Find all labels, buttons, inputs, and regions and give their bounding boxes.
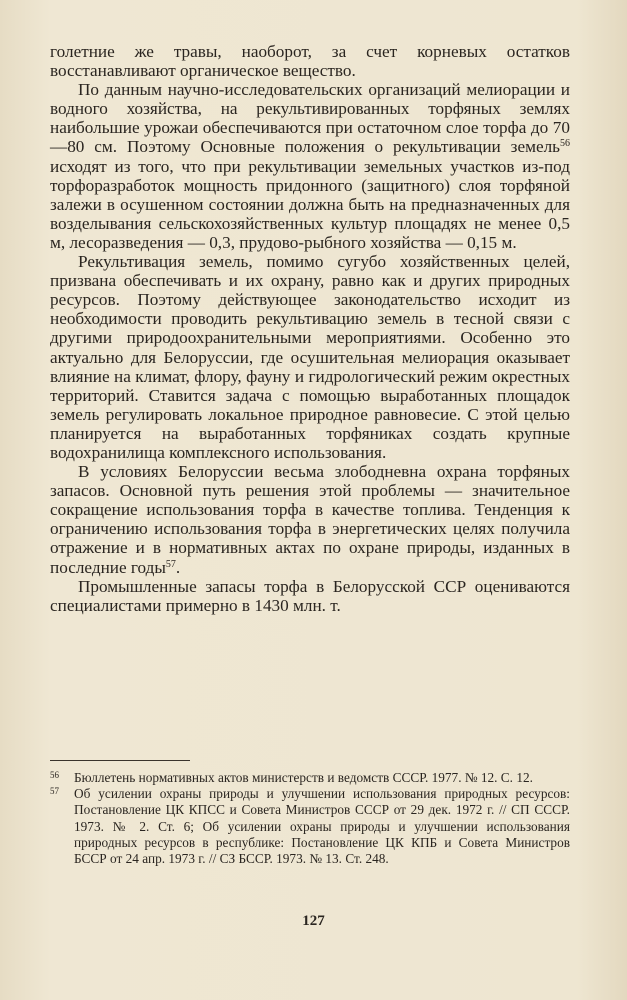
paragraph: В условиях Белоруссии весьма злободневна охрана торфяных запасов. Основной путь решения этой проблемы — значительное сокращение использования торфа в качестве топлива. Тенденция к ограничению использования торфа в энергетических целях получила отражение и в нормативных актах по охране природы, изданных в последние годы$^{57}$. — [50, 462, 570, 577]
paragraph: По данным научно-исследовательских организаций мелиорации и водного хозяйства, на рекультивированных торфяных землях наибольшие урожаи обеспечиваются при остаточном слое торфа до 70—80 см. Поэтому Основные положения о рекультивации земель$^{56}$ исходят из того, что при рекультивации земельных участков из-под торфоразработок мощность придонного (защитного) слоя торфяной залежи в осушенном состоянии должна быть на предназначенных для возделывания сельскохозяйственных культур площадях не менее 0,5 м, лесоразведения — 0,3, прудово-рыбного хозяйства — 0,15 м. — [50, 80, 570, 252]
main-text — [50, 42, 570, 615]
footnotes — [50, 770, 570, 867]
footnote-mark: 57 — [50, 786, 59, 797]
footnote: 56 Бюллетень нормативных актов министерств и ведомств СССР. 1977. № 12. С. 12. — [50, 770, 570, 786]
paragraph: Промышленные запасы торфа в Белорусской ССР оцениваются специалистами примерно в 1430 млн. т. — [50, 576, 570, 615]
paragraph: Рекультивация земель, помимо сугубо хозяйственных целей, призвана обеспечивать и их охрану, равно как и других природных ресурсов. Поэтому действующее законодательство исходит из необходимости проводить рекультивацию земель в тесной связи с другими природоохранительными мероприятиями. Особенно это актуально для Белоруссии, где осушительная мелиорация оказывает влияние на климат, флору, фауну и гидрологический режим окрестных территорий. Ставится задача с помощью выработанных площадок земель регулировать локальное природное равновесие. С этой целью планируется на выработанных торфяниках создать крупные водохранилища комплексного использования. — [50, 252, 570, 462]
footnote-divider — [50, 760, 190, 761]
footnote: 57 Об усилении охраны природы и улучшении использования природных ресурсов: Постановление ЦК КПСС и Совета Министров СССР от 29 дек. 1972 г. // СП СССР. 1973. № 2. Ст. 6; Об усилении охраны природы и улучшении использования природных ресурсов в республике: Постановление ЦК КПБ и Совета Министров БССР от 24 апр. 1973 г. // СЗ БССР. 1973. № 13. Ст. 248. — [50, 786, 570, 867]
paragraph: голетние же травы, наоборот, за счет корневых остатков восстанавливают органическое вещество. — [50, 42, 570, 81]
page-number: 127 — [302, 913, 325, 929]
footnote-ref: 57 — [165, 558, 176, 570]
footnote-mark: 56 — [50, 770, 59, 780]
footnote-ref: 56 — [560, 138, 570, 150]
